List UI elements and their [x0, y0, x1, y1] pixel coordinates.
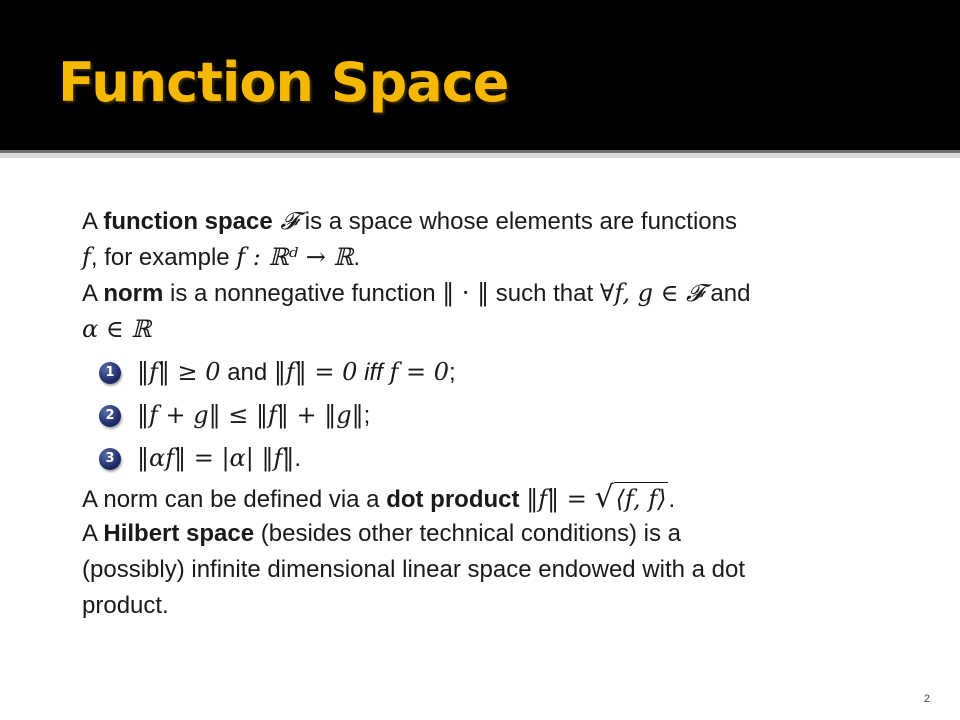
norm-line-1: [82, 275, 902, 311]
text: such that: [489, 280, 600, 307]
math-f: f: [82, 243, 91, 271]
math: f = 0: [389, 358, 449, 386]
text: is a space whose elements are functions: [298, 208, 737, 235]
list-item: [82, 351, 902, 394]
text: , for example: [90, 244, 237, 271]
text: A: [82, 208, 104, 235]
math: ‖αf‖ = |α| ‖f‖: [137, 444, 295, 472]
term-hilbert-space: Hilbert space: [103, 520, 255, 547]
math-symbol-F: 𝓕: [272, 207, 299, 235]
list-item: [82, 394, 902, 437]
math-inner-product: ⟨f, f⟩: [614, 482, 669, 513]
term-function-space: function space: [103, 208, 273, 235]
text: .: [668, 486, 676, 513]
math: ‖f‖ = 0: [273, 358, 358, 386]
math-alpha-in-R: α ∈ ℝ: [82, 315, 152, 343]
term-dot-product: dot product: [386, 486, 520, 513]
term-norm: norm: [103, 280, 164, 307]
function-space-line-1: [82, 203, 902, 239]
numbered-bullet-icon: 3: [99, 448, 121, 470]
text: .: [353, 244, 361, 271]
title-bar: [0, 0, 960, 150]
text: .: [294, 445, 302, 472]
math: ‖f‖ ≥ 0: [137, 358, 221, 386]
hilbert-line-1: [82, 516, 902, 552]
math-mapping: f : ℝᵈ → ℝ: [236, 243, 354, 271]
text: A norm can be defined via a: [82, 486, 387, 513]
math-norm-def: ‖f‖ =: [526, 485, 595, 513]
slide-body: [82, 203, 902, 624]
text: ;: [449, 359, 456, 386]
math-forall: ∀f, g ∈ 𝓕: [599, 279, 704, 307]
numbered-bullet-icon: 2: [99, 405, 121, 427]
hilbert-line-2: (possibly) infinite dimensional linear space endowed with a dot: [82, 556, 746, 583]
math-norm-operator: ‖ · ‖: [442, 279, 490, 307]
math: ‖f + g‖ ≤ ‖f‖ + ‖g‖: [137, 401, 364, 429]
hilbert-line-3: product.: [82, 592, 169, 619]
text: ;: [363, 402, 371, 429]
slide-title: Function Space: [58, 51, 509, 114]
text: and: [703, 280, 751, 307]
text: (besides other technical conditions) is a: [254, 520, 681, 547]
text: A: [82, 520, 104, 547]
list-item: [82, 437, 902, 480]
numbered-bullet-icon: 1: [99, 362, 121, 384]
title-divider-light: [0, 153, 960, 158]
text: A: [82, 280, 104, 307]
text: is a nonnegative function: [163, 280, 443, 307]
text: and: [220, 359, 274, 386]
sqrt-icon: √: [594, 480, 614, 515]
text-iff: iff: [357, 359, 390, 386]
page-number: 2: [923, 693, 930, 705]
norm-line-2: [82, 311, 902, 347]
function-space-line-2: [82, 239, 902, 275]
dot-product-line: [82, 480, 902, 516]
